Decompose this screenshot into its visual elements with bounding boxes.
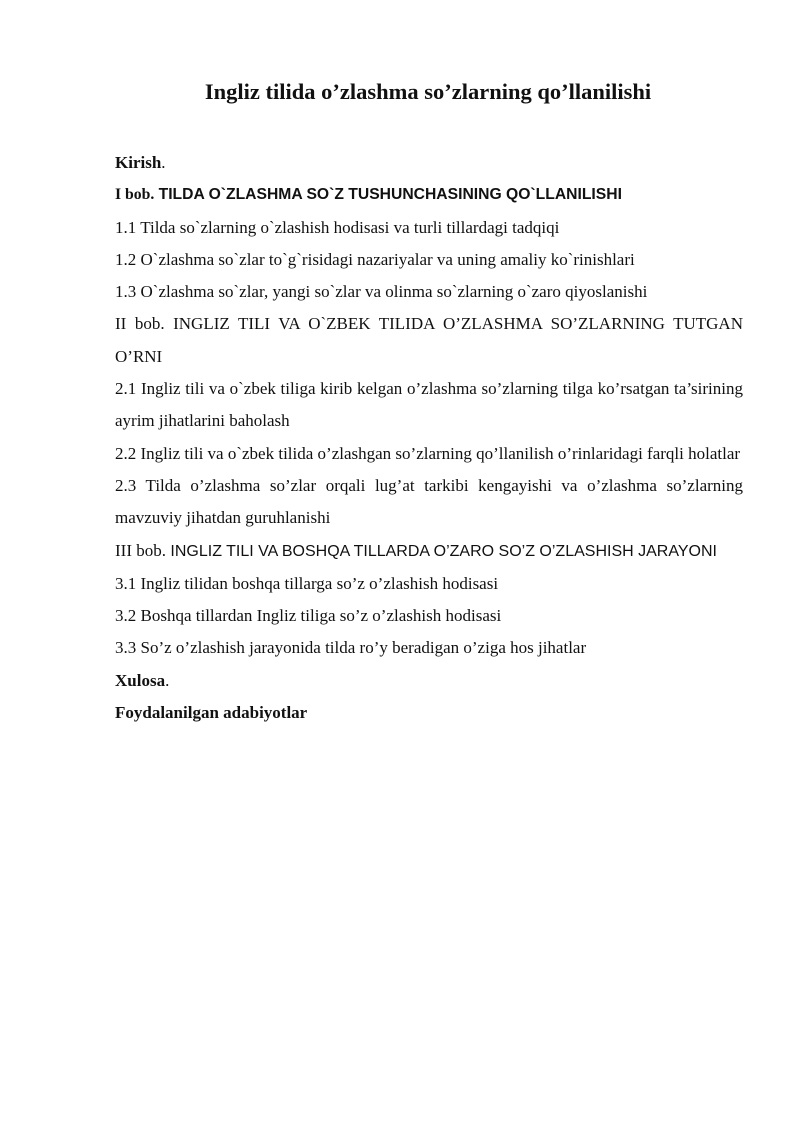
toc-conclusion-label: Xulosa	[115, 670, 166, 690]
toc-section-3-1: 3.1 Ingliz tilidan boshqa tillarga so’z o’zlashish hodisasi	[115, 573, 499, 593]
toc-section-1-2: 1.2 O`zlashma so`zlar to`g`risidagi nazariyalar va uning amaliy ko`rinishlari	[115, 249, 635, 269]
toc-conclusion-punct: .	[165, 670, 170, 690]
toc-chapter-3-prefix: III bob.	[115, 540, 166, 560]
document-title: Ingliz tilida o’zlashma so’zlarning qo’llanilishi	[204, 79, 652, 104]
toc-section-1-1: 1.1 Tilda so`zlarning o`zlashish hodisasi va turli tillardagi tadqiqi	[115, 217, 560, 237]
toc-intro-punct: .	[161, 153, 166, 172]
toc-intro-label: Kirish	[115, 153, 162, 172]
toc-intro	[115, 147, 743, 179]
toc-section-2-3: 2.3 Tilda o’zlashma so’zlar orqali lug’at tarkibi kengayishi va o’zlashma so’zlarning mavzuviy jihatdan guruhlanishi	[115, 475, 743, 528]
toc-chapter-2: II bob. INGLIZ TILI VA O`ZBEK TILIDA O’ZLASHMA SO’ZLARNING TUTGAN O’RNI	[115, 314, 743, 366]
toc-chapter-3	[115, 535, 743, 568]
toc-chapter-1-title: TILDA O`ZLASHMA SO`Z TUSHUNCHASINING QO`LLANILISHI	[154, 186, 622, 204]
toc-references: Foydalanilgan adabiyotlar	[115, 703, 308, 723]
toc-section-2-2: 2.2 Ingliz tili va o`zbek tilida o’zlashgan so’zlarning qo’llanilish o’rinlaridagi farqli holatlar	[115, 443, 741, 463]
toc-section-3-2: 3.2 Boshqa tillardan Ingliz tiliga so’z o’zlashish hodisasi	[115, 606, 502, 626]
table-of-contents	[115, 147, 743, 729]
toc-chapter-1-prefix: I bob.	[115, 186, 155, 204]
toc-chapter-1	[115, 179, 743, 211]
toc-section-1-3: 1.3 O`zlashma so`zlar, yangi so`zlar va olinma so`zlarning o`zaro qiyoslanishi	[115, 282, 648, 302]
toc-chapter-3-title: INGLIZ TILI VA BOSHQA TILLARDA O’ZARO SO’Z O’ZLASHISH JARAYONI	[165, 542, 717, 560]
toc-section-2-1: 2.1 Ingliz tili va o`zbek tiliga kirib kelgan o’zlashma so’zlarning tilga ko’rsatgan ta’sirining ayrim jihatlarini baholash	[115, 379, 743, 431]
toc-conclusion	[115, 665, 743, 697]
toc-section-3-3: 3.3 So’z o’zlashish jarayonida tilda ro’y beradigan o’ziga hos jihatlar	[115, 638, 587, 658]
